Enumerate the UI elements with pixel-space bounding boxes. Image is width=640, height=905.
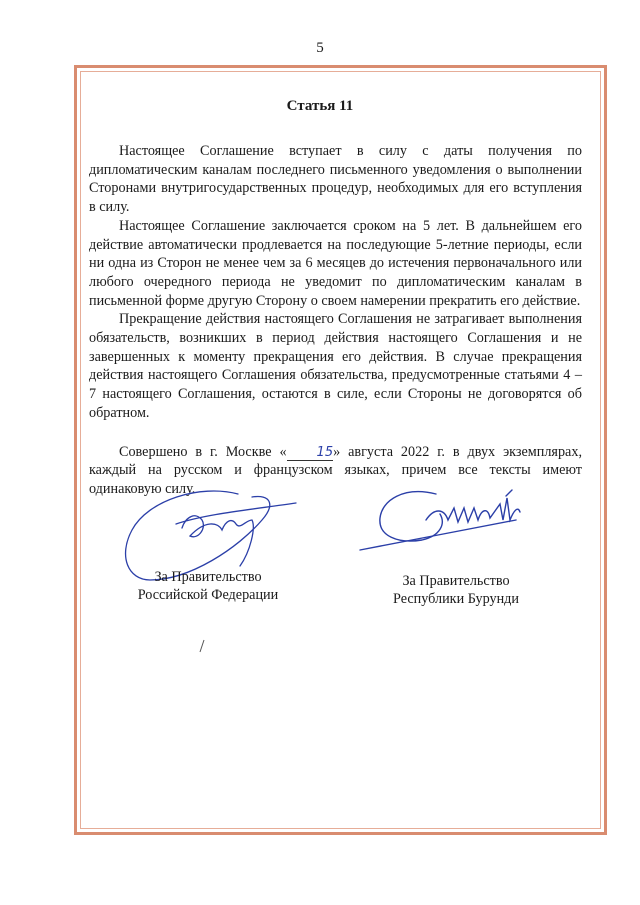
paragraph-entry-into-force: Настоящее Соглашение вступает в силу с даты получения по дипломатическим каналам последнего письменного уведомления о выполнении Сторонами внутригосударственных процедур, необходимых для его вступления в силу. <box>89 143 582 216</box>
stray-pencil-mark <box>200 640 204 652</box>
signatory-left-line1: За Правительство <box>154 569 262 585</box>
signature-right <box>360 490 520 550</box>
page-number: 5 <box>316 40 324 56</box>
signatory-right <box>366 572 546 608</box>
signatory-left <box>118 568 298 604</box>
signature-left <box>126 491 296 580</box>
handwritten-date-day: 15 <box>287 446 334 461</box>
signatory-left-line2: Российской Федерации <box>137 587 279 603</box>
completion-text-after: » августа 2022 г. в двух экземплярах, каждый на русском и французском языках, причем все тексты имеют одинаковую силу. <box>89 443 582 497</box>
paragraph-term-and-renewal: Настоящее Соглашение заключается сроком на 5 лет. В дальнейшем его действие автоматически продлевается на последующие 5-летние периоды, если ни одна из Сторон не менее чем за 6 месяцев до истечения первоначального или любого очередного периода не уведомит по дипломатическим каналам в письменной форме другую Сторону о своем намерении прекратить его действие. <box>89 217 582 309</box>
article-title: Статья 11 <box>286 98 354 114</box>
paragraph-termination: Прекращение действия настоящего Соглашения не затрагивает выполнения обязательств, возникших в период действия настоящего Соглашения и не завершенных к моменту прекращения его действия. В случае прекращения действия настоящего Соглашения обязательства, предусмотренные статьями 4 – 7 настоящего Соглашения, остаются в силе, если Стороны не договорятся об обратном. <box>89 311 582 421</box>
completion-text-before: Совершено в г. Москве « <box>119 443 287 460</box>
signatory-right-line2: Республики Бурунди <box>392 591 519 607</box>
signatory-right-line1: За Правительство <box>402 573 510 589</box>
